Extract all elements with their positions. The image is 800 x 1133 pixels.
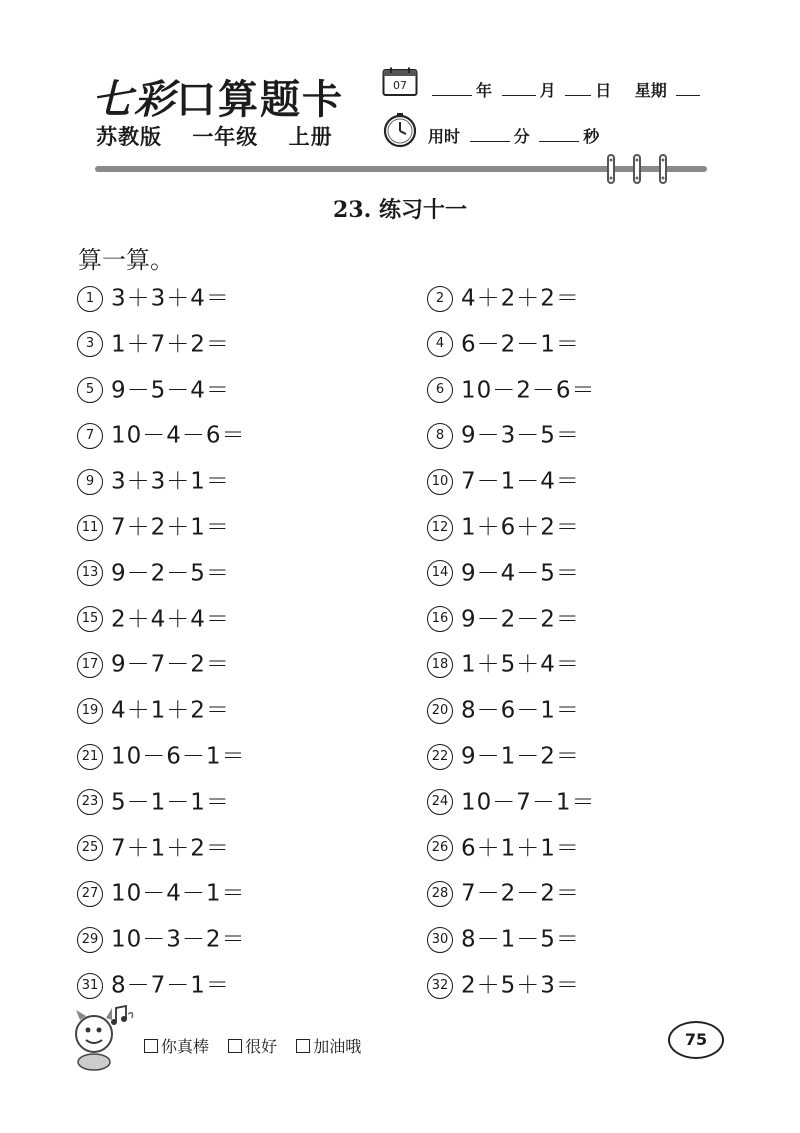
problem-expression: 10－6－1＝ bbox=[111, 743, 246, 770]
month-blank[interactable] bbox=[502, 79, 536, 96]
problem-expression: 10－4－1＝ bbox=[111, 880, 246, 907]
problem-number: 24 bbox=[427, 789, 453, 815]
checkbox[interactable] bbox=[144, 1039, 158, 1053]
problem-expression: 3＋3＋1＝ bbox=[111, 468, 230, 495]
problem-expression: 3＋3＋4＝ bbox=[111, 285, 230, 312]
self-rating bbox=[144, 1034, 375, 1057]
brand-title bbox=[92, 68, 344, 125]
problem-expression: 1＋7＋2＝ bbox=[111, 331, 230, 358]
problem-expression: 8－1－5＝ bbox=[461, 926, 580, 953]
problem-item bbox=[77, 833, 230, 863]
problem-expression: 7＋1＋2＝ bbox=[111, 835, 230, 862]
problem-number: 29 bbox=[77, 927, 103, 953]
problem-expression: 9－4－5＝ bbox=[461, 560, 580, 587]
problem-expression: 10－2－6＝ bbox=[461, 377, 596, 404]
mascot-illustration bbox=[66, 1004, 138, 1072]
problem-expression: 9－2－5＝ bbox=[111, 560, 230, 587]
problem-number: 8 bbox=[427, 423, 453, 449]
edition: 苏教版 bbox=[96, 125, 162, 149]
problem-item bbox=[427, 787, 596, 817]
problem-expression: 4＋2＋2＝ bbox=[461, 285, 580, 312]
problem-item bbox=[77, 787, 230, 817]
problem-number: 26 bbox=[427, 835, 453, 861]
volume: 上册 bbox=[288, 125, 333, 149]
problem-item bbox=[427, 375, 596, 405]
problem-number: 15 bbox=[77, 606, 103, 632]
problem-item bbox=[427, 924, 580, 954]
problem-expression: 6＋1＋1＝ bbox=[461, 835, 580, 862]
problem-number: 23 bbox=[77, 789, 103, 815]
grade: 一年级 bbox=[192, 125, 259, 149]
problem-expression: 9－5－4＝ bbox=[111, 377, 230, 404]
binder-rings-icon bbox=[603, 153, 673, 185]
date-fields bbox=[428, 78, 704, 101]
time-fields bbox=[428, 124, 599, 147]
minute-blank[interactable] bbox=[470, 125, 510, 142]
weekday-label: 星期 bbox=[634, 81, 667, 100]
problem-number: 20 bbox=[427, 698, 453, 724]
problem-number: 10 bbox=[427, 469, 453, 495]
second-blank[interactable] bbox=[539, 125, 579, 142]
problem-number: 31 bbox=[77, 973, 103, 999]
problem-number: 17 bbox=[77, 652, 103, 678]
problem-number: 18 bbox=[427, 652, 453, 678]
problem-number: 4 bbox=[427, 331, 453, 357]
instruction: 算一算。 bbox=[78, 246, 174, 274]
year-label: 年 bbox=[476, 81, 493, 100]
rating-option-keep-going[interactable]: 加油哦 bbox=[296, 1034, 361, 1057]
problem-number: 30 bbox=[427, 927, 453, 953]
problem-item bbox=[77, 970, 230, 1000]
problem-expression: 2＋5＋3＝ bbox=[461, 972, 580, 999]
rating-option-good[interactable]: 很好 bbox=[228, 1034, 277, 1057]
problem-number: 7 bbox=[77, 423, 103, 449]
problem-expression: 10－4－6＝ bbox=[111, 422, 246, 449]
problem-number: 6 bbox=[427, 377, 453, 403]
problem-expression: 7＋2＋1＝ bbox=[111, 514, 230, 541]
problem-item bbox=[427, 604, 580, 634]
problem-number: 11 bbox=[77, 515, 103, 541]
problem-item bbox=[427, 329, 580, 359]
second-label: 秒 bbox=[583, 127, 600, 146]
problem-item bbox=[77, 924, 246, 954]
problem-item bbox=[427, 466, 580, 496]
problem-number: 3 bbox=[77, 331, 103, 357]
time-used-label: 用时 bbox=[428, 127, 461, 146]
problem-expression: 6－2－1＝ bbox=[461, 331, 580, 358]
problem-expression: 7－2－2＝ bbox=[461, 880, 580, 907]
problem-number: 13 bbox=[77, 560, 103, 586]
problem-number: 5 bbox=[77, 377, 103, 403]
problem-expression: 9－7－2＝ bbox=[111, 651, 230, 678]
problem-expression: 5－1－1＝ bbox=[111, 789, 230, 816]
calendar-icon bbox=[382, 67, 418, 97]
problem-number: 32 bbox=[427, 973, 453, 999]
day-blank[interactable] bbox=[565, 79, 591, 96]
calendar-day: 07 bbox=[393, 79, 407, 92]
problem-item bbox=[77, 878, 246, 908]
problem-item bbox=[427, 833, 580, 863]
clock-icon bbox=[382, 112, 418, 148]
checkbox[interactable] bbox=[228, 1039, 242, 1053]
minute-label: 分 bbox=[513, 127, 530, 146]
problem-item bbox=[77, 420, 246, 450]
problem-number: 1 bbox=[77, 286, 103, 312]
problem-expression: 8－6－1＝ bbox=[461, 697, 580, 724]
problem-expression: 1＋5＋4＝ bbox=[461, 651, 580, 678]
weekday-blank[interactable] bbox=[676, 79, 700, 96]
page-number: 75 bbox=[668, 1021, 724, 1059]
month-label: 月 bbox=[539, 81, 556, 100]
brand-lead: 七彩 bbox=[92, 76, 176, 123]
year-blank[interactable] bbox=[432, 79, 472, 96]
problem-expression: 4＋1＋2＝ bbox=[111, 697, 230, 724]
checkbox[interactable] bbox=[296, 1039, 310, 1053]
problem-expression: 9－2－2＝ bbox=[461, 606, 580, 633]
problem-number: 2 bbox=[427, 286, 453, 312]
problem-item bbox=[427, 420, 580, 450]
problem-number: 19 bbox=[77, 698, 103, 724]
brand-rest: 口算题卡 bbox=[176, 76, 344, 123]
problem-number: 9 bbox=[77, 469, 103, 495]
problem-item bbox=[427, 283, 580, 313]
problem-expression: 10－3－2＝ bbox=[111, 926, 246, 953]
problem-number: 25 bbox=[77, 835, 103, 861]
problem-number: 14 bbox=[427, 560, 453, 586]
problem-number: 28 bbox=[427, 881, 453, 907]
problem-expression: 7－1－4＝ bbox=[461, 468, 580, 495]
problem-expression: 8－7－1＝ bbox=[111, 972, 230, 999]
problem-item bbox=[77, 695, 230, 725]
problem-number: 27 bbox=[77, 881, 103, 907]
problem-expression: 9－1－2＝ bbox=[461, 743, 580, 770]
problem-item bbox=[77, 329, 230, 359]
problem-item bbox=[427, 512, 580, 542]
problem-item bbox=[77, 512, 230, 542]
problem-item bbox=[427, 970, 580, 1000]
problem-expression: 2＋4＋4＝ bbox=[111, 606, 230, 633]
problem-item bbox=[77, 283, 230, 313]
problem-item bbox=[427, 695, 580, 725]
problem-expression: 9－3－5＝ bbox=[461, 422, 580, 449]
problem-item bbox=[427, 649, 580, 679]
problem-item bbox=[427, 741, 580, 771]
day-label: 日 bbox=[595, 81, 612, 100]
lesson-title: 23. 练习十一 bbox=[333, 197, 467, 223]
problem-expression: 1＋6＋2＝ bbox=[461, 514, 580, 541]
problem-number: 16 bbox=[427, 606, 453, 632]
problem-item bbox=[77, 375, 230, 405]
problem-item bbox=[77, 558, 230, 588]
problem-expression: 10－7－1＝ bbox=[461, 789, 596, 816]
problem-number: 21 bbox=[77, 744, 103, 770]
edition-line bbox=[96, 121, 355, 151]
rating-option-great[interactable]: 你真棒 bbox=[144, 1034, 209, 1057]
problem-item bbox=[427, 558, 580, 588]
problem-item bbox=[77, 604, 230, 634]
problem-item bbox=[77, 741, 246, 771]
problem-item bbox=[427, 878, 580, 908]
problem-item bbox=[77, 466, 230, 496]
problem-item bbox=[77, 649, 230, 679]
problem-number: 22 bbox=[427, 744, 453, 770]
problem-number: 12 bbox=[427, 515, 453, 541]
